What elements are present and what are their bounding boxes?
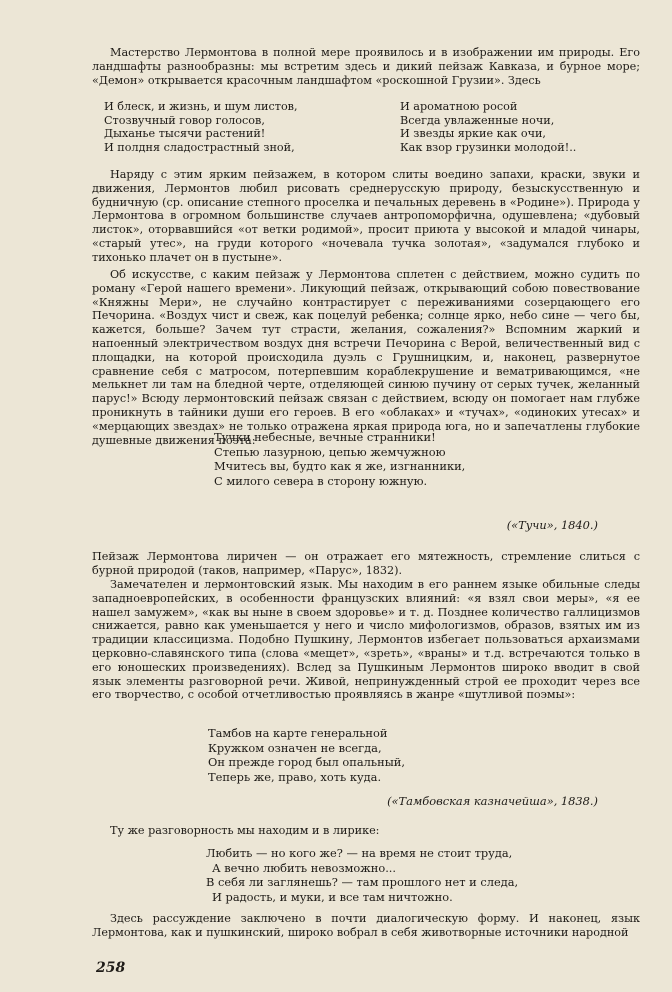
verse-demon-left bbox=[104, 100, 400, 154]
verse-line: Дыханье тысячи растений! bbox=[104, 127, 266, 141]
verse-line: Тучки небесные, вечные странники! bbox=[214, 430, 436, 444]
page-number: 258 bbox=[96, 960, 126, 976]
verse-line: Теперь же, право, хоть куда. bbox=[208, 769, 382, 784]
verse-line: Любить — но кого же? — на время не стоит труда, bbox=[206, 846, 513, 860]
verse-demon-right bbox=[400, 100, 644, 154]
verse-line: И звезды яркие как очи, bbox=[400, 127, 546, 141]
paragraph-nature: Мастерство Лермонтова в полной мере проявилось и в изображении им природы. Его ландшафты разнообразны: мы встретим здесь и дикий пейзаж Кавказа, и бурное море; «Демон» открывается красочным ландшафтом «роскошной Грузии». Здесь bbox=[92, 46, 640, 87]
verse-line: А вечно любить невозможно... bbox=[212, 860, 397, 875]
verse-line: И радость, и муки, и все там ничтожно. bbox=[212, 889, 453, 904]
verse-line: И блеск, и жизнь, и шум листов, bbox=[104, 100, 298, 113]
citation-tambov: («Тамбовская казначейша», 1838.) bbox=[387, 794, 598, 808]
paragraph-hero-of-our-time: Об искусстве, с каким пейзаж у Лермонтова сплетен с действием, можно судить по роману «Герой нашего времени». Ликующий пейзаж, открывающий собою повествование «Княжны Мери», не случайно контрастирует с переживаниями созерцающего его Печорина. «Воздух чист и свеж, как поцелуй ребенка; солнце ярко, небо сине — чего бы, кажется, больше? Зачем тут страсти, желания, сожаления?» Вспомним жаркий и напоенный электричеством воздух дня встречи Печорина с Верой, величественный вид с площадки, на которой происходила дуэль с Грушницким, и, наконец, развернутое сравнение себя с матросом, потерпевшим кораблекрушение и вематривающимся, «не мелькнет ли там на бледной черте, отделяющей синюю пучину от серых тучек, желанный парус!» Всюду лермонтовский пейзаж связан с действием, всюду он помогает нам глубже проникнуть в тайники души его героев. В его «облаках» и «тучах», «одиноких утесах» и «мерцающих звездах» не только отражена яркая природа юга, но и запечатлены глубокие душевные движения поэта: bbox=[92, 268, 640, 447]
verse-line: Всегда увлаженные ночи, bbox=[400, 113, 555, 127]
verse-line: Мчитесь вы, будто как я же, изгнанники, bbox=[214, 459, 466, 474]
verse-line: Кружком означен не всегда, bbox=[208, 740, 382, 755]
verse-demon bbox=[104, 100, 644, 154]
paragraph-lyricism: Пейзаж Лермонтова лиричен — он отражает его мятежность, стремление слиться с бурной природой (таков, например, «Парус», 1832). bbox=[92, 550, 640, 577]
verse-line: И полдня сладострастный зной, bbox=[104, 140, 295, 154]
verse-line: И ароматною росой bbox=[400, 100, 518, 113]
stanza-tambov bbox=[208, 726, 405, 784]
paragraph-lyric-speech: Ту же разговорность мы находим и в лирике: bbox=[110, 824, 380, 837]
verse-line: Как взор грузинки молодой!.. bbox=[400, 140, 577, 154]
stanza-love bbox=[206, 846, 518, 904]
verse-line: Стозвучный говор голосов, bbox=[104, 113, 265, 127]
stanza-clouds bbox=[214, 430, 465, 488]
paragraph-landscape: Наряду с этим ярким пейзажем, в котором слиты воедино запахи, краски, звуки и движения, Лермонтов любил рисовать среднерусскую природу, безыскусственную и будничную (ср. описание степного проселка и печальных деревень в «Родине»). Природа у Лермонтова в огромном большинстве случаев антропоморфична, одушевлена; «дубовый листок», оторвавшийся «от ветки родимой», просит приюта у высокой и младой чинары, «старый утес», на груди которого «ночевала тучка золотая», «задумался глубоко и тихонько плачет он в пустыне». bbox=[92, 168, 640, 264]
verse-line: Тамбов на карте генеральной bbox=[208, 726, 388, 740]
citation-clouds: («Тучи», 1840.) bbox=[506, 518, 598, 532]
verse-line: С милого севера в сторону южную. bbox=[214, 473, 428, 488]
verse-line: Степью лазурною, цепью жемчужною bbox=[214, 444, 446, 459]
verse-line: Он прежде город был опальный, bbox=[208, 755, 405, 770]
paragraph-dialogue: Здесь рассуждение заключено в почти диалогическую форму. И наконец, язык Лермонтова, как и пушкинский, широко вобрал в себя животворные источники народной bbox=[92, 912, 640, 939]
paragraph-language: Замечателен и лермонтовский язык. Мы находим в его раннем языке обильные следы западноевропейских, в особенности французских влияний: «я взял свои меры», «я ее нашел замужем», «как вы ныне в своем здоровье» и т. д. Позднее количество галлицизмов снижается, равно как уменьшается у него и число мифологизмов, образов, взятых им из традиции классицизма. Подобно Пушкину, Лермонтов избегает пользоваться архаизмами церковно-славянского типа (слова «мещет», «зреть», «враны» и т.д. встречаются только в его юношеских произведениях). Вслед за Пушкиным Лермонтов широко вводит в свой язык элементы разговорной речи. Живой, непринужденный строй ее проходит через все его творчество, с особой отчетливостью проявляясь в жанре «шутливой поэмы»: bbox=[92, 578, 640, 702]
verse-line: В себя ли заглянешь? — там прошлого нет и следа, bbox=[206, 875, 519, 890]
